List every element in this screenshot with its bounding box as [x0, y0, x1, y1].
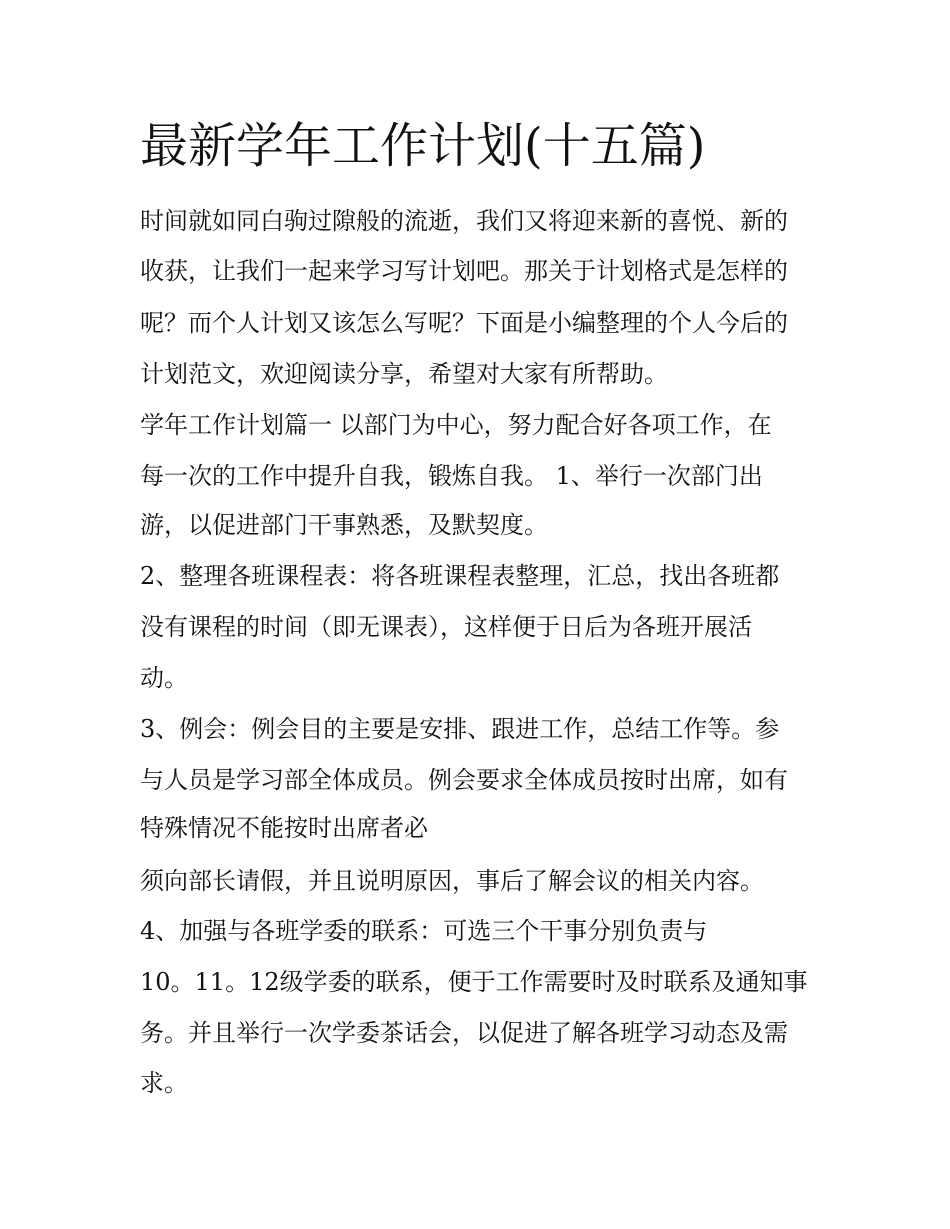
paragraph-line: 游，以促进部门干事熟悉，及默契度。 — [140, 511, 548, 539]
paragraph-line: 务。并且举行一次学委茶话会，以促进了解各班学习动态及需 — [140, 1019, 788, 1047]
paragraph-line: 2、整理各班课程表：将各班课程表整理，汇总，找出各班都 — [140, 562, 780, 590]
page-title: 最新学年工作计划(十五篇) — [140, 118, 706, 174]
paragraph-line: 须向部长请假，并且说明原因，事后了解会议的相关内容。 — [140, 867, 764, 895]
paragraph-line: 计划范文，欢迎阅读分享，希望对大家有所帮助。 — [140, 360, 668, 388]
paragraph-line: 呢？而个人计划又该怎么写呢？下面是小编整理的个人今后的 — [140, 309, 788, 337]
paragraph-line: 没有课程的时间（即无课表），这样便于日后为各班开展活 — [140, 613, 752, 641]
paragraph-line: 与人员是学习部全体成员。例会要求全体成员按时出席，如有 — [140, 766, 788, 794]
paragraph-line: 4、加强与各班学委的联系：可选三个干事分别负责与 — [140, 917, 708, 945]
paragraph-line: 收获，让我们一起来学习写计划吧。那关于计划格式是怎样的 — [140, 257, 788, 285]
paragraph-line: 求。 — [140, 1069, 188, 1097]
paragraph-line: 3、例会：例会目的主要是安排、跟进工作，总结工作等。参 — [140, 715, 780, 743]
paragraph-line: 时间就如同白驹过隙般的流逝，我们又将迎来新的喜悦、新的 — [140, 207, 788, 235]
paragraph-line: 10。11。12级学委的联系，便于工作需要时及时联系及通知事 — [140, 968, 808, 996]
paragraph-line: 动。 — [140, 664, 188, 692]
paragraph-line: 特殊情况不能按时出席者必 — [140, 814, 428, 842]
paragraph-line: 每一次的工作中提升自我，锻炼自我。 1、举行一次部门出 — [140, 462, 763, 490]
paragraph-line: 学年工作计划篇一 以部门为中心，努力配合好各项工作，在 — [140, 411, 772, 439]
